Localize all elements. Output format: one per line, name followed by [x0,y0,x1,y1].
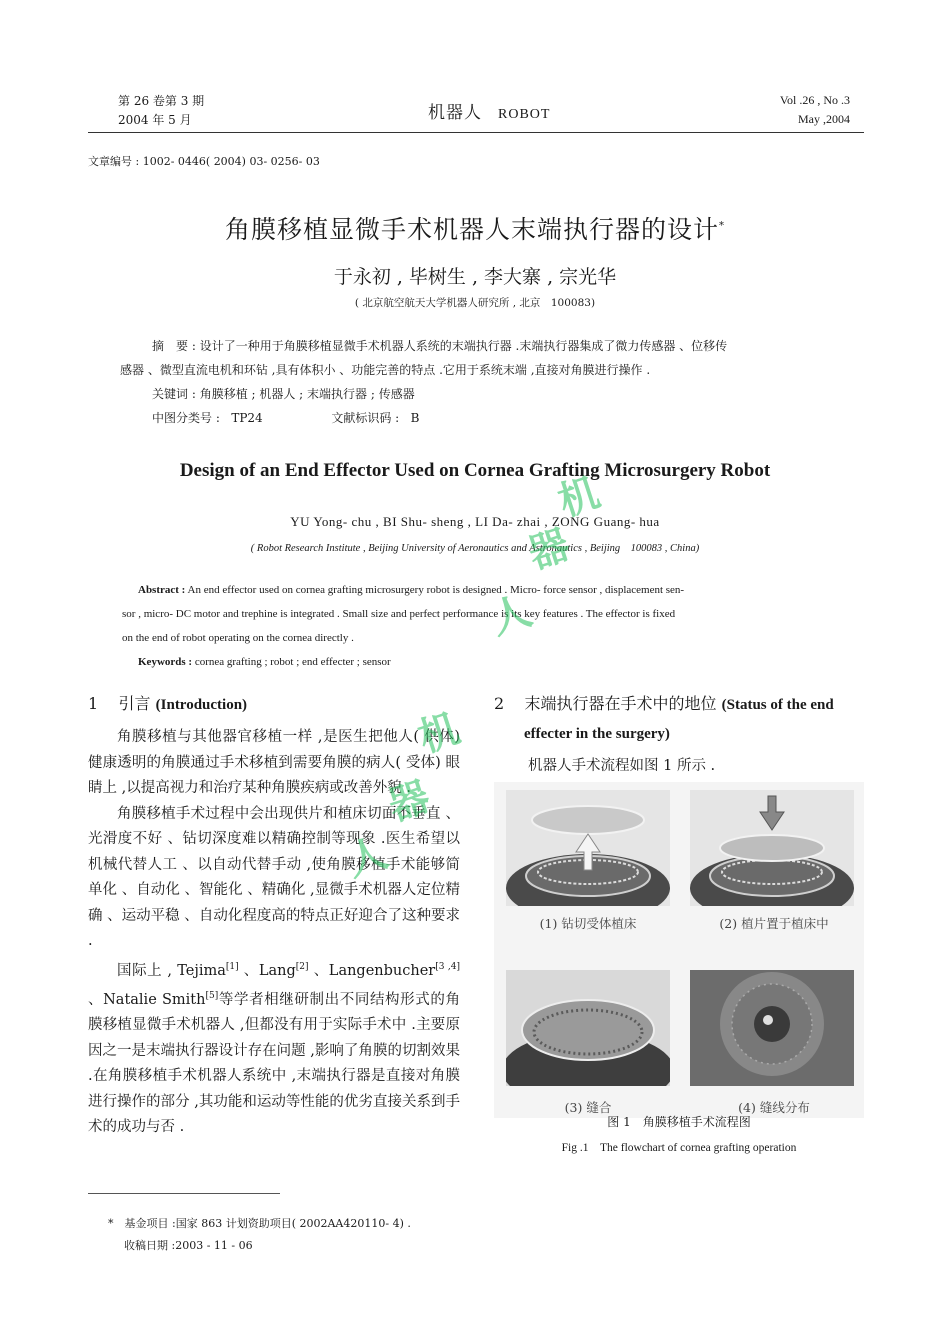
authors-cn: 于永初 , 毕树生 , 李大寨 , 宗光华 [333,266,617,288]
watermark-char-3: 人 [484,587,538,644]
citation-2: [2] [295,961,309,972]
subcaption-3: (3) 缝合 [564,1100,612,1115]
volume-issue-cn: 第 26 卷第 3 期 [118,94,205,108]
abstract-cn [120,334,840,430]
figure-caption-cn: 图 1 角膜移植手术流程图 [607,1115,751,1129]
section-2-paragraph-1: 机器人手术流程如图 1 所示 . [528,758,716,774]
figure-1 [494,782,864,1118]
citation-5: [5] [205,990,219,1001]
journal-name [428,98,550,123]
right-column [494,690,868,779]
section-1-title-cn: 引言 [118,694,151,713]
footnote-divider [88,1193,280,1194]
keywords-en-label: Keywords : [138,656,193,668]
footnote-mark: * [719,220,725,232]
p3-text-e: 等学者相继研制出不同结构形式的角膜移植显微手术机器人 ,但都没有用于实际手术中 .主要原因之一是末端执行器设计存在问题 ,影响了角膜的切割效果 .在角膜移植手术机器人系统中 ,末端执行器是直接对角膜进行操作的部分 ,其功能和运动等性能的优劣直接关系到手术的成功与否 . [88,991,460,1136]
affiliation-en: ( Robot Research Institute , Beijing University of Aeronautics and Astronautics , Beijing 100083 , China) [250,543,700,554]
p3-text-d: 、Natalie Smith [88,991,206,1008]
classification-cn [120,406,840,430]
section-1-title-en: (Introduction) [155,697,248,713]
watermark-char-6: 人 [340,829,394,886]
journal-name-cn: 机器人 [428,103,482,123]
keywords-cn [120,382,840,406]
abstract-cn-body [120,334,840,382]
volume-issue-en: Vol .26 , No .3 [779,93,850,107]
section-1-paragraph-2: 角膜移植手术过程中会出现供片和植床切面不垂直 、光滑度不好 、钻切深度难以精确控制等现象 .医生希望以机械代替人工 、以自动代替手动 ,使角膜移植手术能够简单化 、自动化 、智能化 、精确化 ,显微手术机器人定位精确 、运动平稳 、自动化程度高的特点正好迎合了这种要求 . [88,805,460,949]
subcaption-2: (2) 植片置于植床中 [719,916,829,931]
section-2-title-cn: 末端执行器在手术中的地位 [524,694,717,713]
abstract-en-label: Abstract : [138,584,186,596]
watermark-char-5: 器 [382,773,436,830]
paper-title-en: Design of an End Effector Used on Cornea Grafting Microsurgery Robot [179,460,771,481]
subcaption-4: (4) 缝线分布 [738,1100,810,1115]
paper-title-cn [0,210,950,246]
photo-trephining [506,790,670,906]
title-text: 角膜移植显微手术机器人末端执行器的设计 [224,215,719,244]
abstract-en [122,578,834,674]
journal-name-en: ROBOT [498,107,551,122]
keywords-en [122,650,834,674]
journal-issue-info-en [780,91,850,129]
abstract-en-text1: An end effector used on cornea grafting microsurgery robot is designed . Micro- force sensor , displacement sen- [187,584,685,596]
section-1-paragraph-1: 角膜移植与其他器官移植一样 ,是医生把他人( 供体) 健康透明的角膜通过手术移植到需要角膜的病人( 受体) 眼睛上 ,以提高视力和治疗某种角膜疾病或改善外貌 . [88,729,460,796]
clc-value: TP24 [231,411,263,425]
date-en: May ,2004 [798,112,850,126]
abstract-en-line2: sor , micro- DC motor and trephine is integrated . Small size and perfect performance is its key features . The effector is fixed [122,608,676,620]
section-2-number: 2 [494,694,505,713]
funding-note: * 基金项目 :国家 863 计划资助项目( 2002AA420110- 4) . [108,1217,411,1230]
authors-en: YU Yong- chu , BI Shu- sheng , LI Da- zhai , ZONG Guang- hua [290,514,660,529]
keywords-cn-text: 角膜移植 ; 机器人 ; 末端执行器 ; 传感器 [199,387,415,401]
photo-suturing [506,970,670,1086]
p3-text-a: 国际上 , Tejima [117,962,226,979]
affiliation-cn: ( 北京航空航天大学机器人研究所 , 北京 100083) [354,297,596,309]
abstract-cn-line1: 设计了一种用于角膜移植显微手术机器人系统的末端执行器 .末端执行器集成了微力传感器 、位移传 [199,339,728,353]
p3-text-c: 、Langenbucher [308,962,436,979]
watermark-char-4: 机 [412,705,466,762]
abstract-en-line1 [122,578,834,602]
citation-3-4: [3 ,4] [435,961,460,972]
subcaption-1: (1) 钻切受体植床 [539,916,637,931]
doc-code-label: 文献标识码 : [331,411,400,425]
abstract-cn-line2: 感器 、微型直流电机和环钻 ,具有体积小 、功能完善的特点 .它用于系统末端 ,直接对角膜进行操作 . [120,363,651,377]
clc-label: 中图分类号 : [152,411,220,425]
abstract-cn-label: 摘 要 : [152,339,196,353]
received-date: 收稿日期 :2003 - 11 - 06 [124,1239,253,1252]
date-cn: 2004 年 5 月 [118,113,192,127]
keywords-en-text: cornea grafting ; robot ; end effecter ; sensor [194,656,391,668]
p3-text-b: 、Lang [238,962,296,979]
journal-issue-info [118,92,204,130]
photo-graft-placement [690,790,854,906]
figure-caption-en: Fig .1 The flowchart of cornea grafting operation [561,1142,797,1154]
left-column [88,690,460,1141]
abstract-en-line3: on the end of robot operating on the cornea directly . [122,632,354,644]
section-1-paragraph-3 [88,955,460,1141]
header-divider [88,132,864,133]
keywords-cn-label: 关键词 : [152,387,196,401]
watermark-char-2: 器 [522,521,576,578]
article-number: 文章编号 : 1002- 0446( 2004) 03- 0256- 03 [88,155,320,168]
section-1-heading [88,690,460,719]
footnote [108,1213,411,1257]
photo-suture-distribution [690,970,854,1086]
section-2-title-en: (Status of the end effecter in the surgery) [524,697,834,742]
watermark-char-1: 机 [552,469,606,526]
citation-1: [1] [225,961,239,972]
section-2-heading [494,690,868,748]
doc-code-value: B [410,411,420,425]
section-1-number: 1 [88,694,99,713]
